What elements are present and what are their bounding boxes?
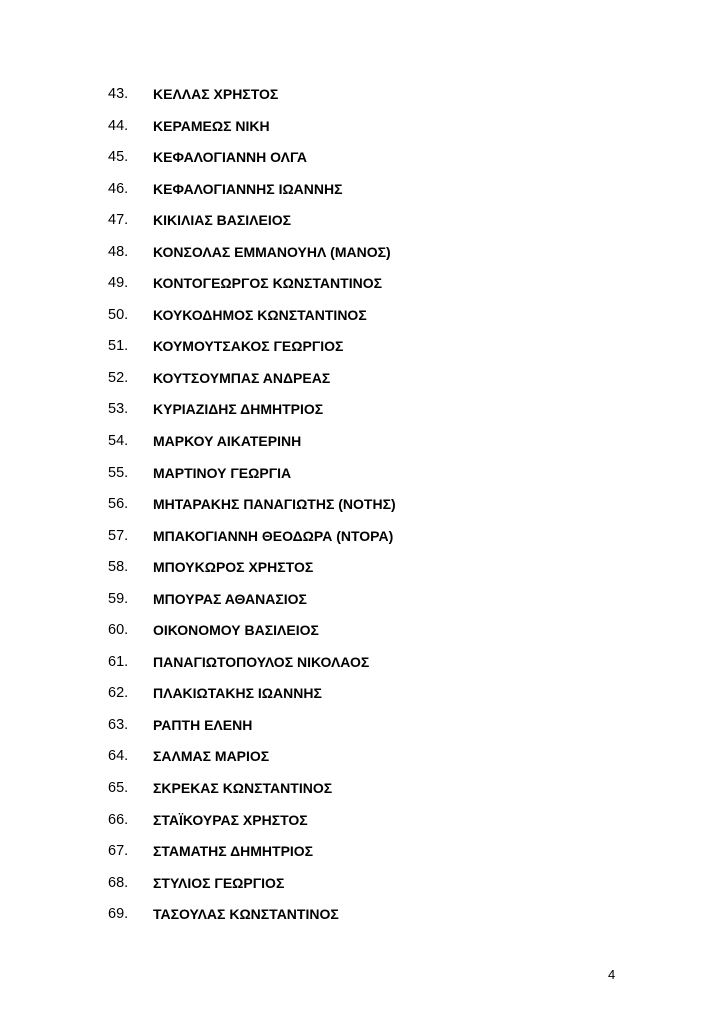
list-item-number: 51.: [108, 338, 129, 355]
list-item-number: 59.: [108, 590, 129, 607]
list-item-name: ΡΑΠΤΗ ΕΛΕΝΗ: [153, 716, 253, 733]
list-item-number: 48.: [108, 243, 129, 260]
list-item-name: ΚΟΝΣΟΛΑΣ ΕΜΜΑΝΟΥΗΛ (ΜΑΝΟΣ): [153, 243, 391, 260]
list-item-number: 68.: [108, 874, 129, 891]
list-item: [0, 84, 722, 116]
list-item: [0, 210, 722, 242]
list-item-name: ΜΑΡΚΟΥ ΑΙΚΑΤΕΡΙΝΗ: [153, 433, 302, 450]
list-item: [0, 368, 722, 400]
list-item-name: ΜΠΟΥΚΩΡΟΣ ΧΡΗΣΤΟΣ: [153, 559, 314, 576]
list-item-number: 53.: [108, 401, 129, 418]
list-item-number: 65.: [108, 780, 129, 797]
list-item-number: 46.: [108, 180, 129, 197]
list-item-name: ΚΟΥΜΟΥΤΣΑΚΟΣ ΓΕΩΡΓΙΟΣ: [153, 338, 344, 355]
list-item-name: ΚΟΥΚΟΔΗΜΟΣ ΚΩΝΣΤΑΝΤΙΝΟΣ: [153, 306, 367, 323]
list-item-number: 52.: [108, 369, 129, 386]
list-item-number: 45.: [108, 149, 129, 166]
list-item-name: ΚΟΝΤΟΓΕΩΡΓΟΣ ΚΩΝΣΤΑΝΤΙΝΟΣ: [153, 275, 382, 292]
list-item-name: ΠΛΑΚΙΩΤΑΚΗΣ ΙΩΑΝΝΗΣ: [153, 685, 322, 702]
list-item: [0, 589, 722, 621]
list-item: [0, 305, 722, 337]
list-item-name: ΠΑΝΑΓΙΩΤΟΠΟΥΛΟΣ ΝΙΚΟΛΑΟΣ: [153, 653, 370, 670]
list-item: [0, 336, 722, 368]
list-item-name: ΤΑΣΟΥΛΑΣ ΚΩΝΣΤΑΝΤΙΝΟΣ: [153, 906, 339, 923]
list-item: [0, 431, 722, 463]
list-item-name: ΚΙΚΙΛΙΑΣ ΒΑΣΙΛΕΙΟΣ: [153, 212, 291, 229]
list-item: [0, 147, 722, 179]
list-item-name: ΜΑΡΤΙΝΟΥ ΓΕΩΡΓΙΑ: [153, 464, 292, 481]
list-item: [0, 116, 722, 148]
list-item: [0, 273, 722, 305]
list-item-number: 67.: [108, 843, 129, 860]
list-item-number: 57.: [108, 527, 129, 544]
list-item-number: 50.: [108, 306, 129, 323]
list-item-name: ΣΑΛΜΑΣ ΜΑΡΙΟΣ: [153, 748, 270, 765]
list-item-name: ΣΤΑΜΑΤΗΣ ΔΗΜΗΤΡΙΟΣ: [153, 843, 314, 860]
list-item-number: 62.: [108, 685, 129, 702]
list-item-name: ΜΠΟΥΡΑΣ ΑΘΑΝΑΣΙΟΣ: [153, 590, 307, 607]
list-item-number: 58.: [108, 559, 129, 576]
list-item: [0, 746, 722, 778]
list-item-name: ΚΟΥΤΣΟΥΜΠΑΣ ΑΝΔΡΕΑΣ: [153, 369, 331, 386]
list-item-name: ΣΚΡΕΚΑΣ ΚΩΝΣΤΑΝΤΙΝΟΣ: [153, 780, 333, 797]
list-item: [0, 179, 722, 211]
list-item: [0, 242, 722, 274]
list-item: [0, 494, 722, 526]
list-item-number: 60.: [108, 622, 129, 639]
list-item: [0, 399, 722, 431]
list-item-number: 63.: [108, 716, 129, 733]
list-item-name: ΟΙΚΟΝΟΜΟΥ ΒΑΣΙΛΕΙΟΣ: [153, 622, 319, 639]
list-item: [0, 620, 722, 652]
list-item-number: 61.: [108, 653, 129, 670]
list-item: [0, 715, 722, 747]
list-item: [0, 683, 722, 715]
list-item: [0, 810, 722, 842]
list-item-name: ΚΥΡΙΑΖΙΔΗΣ ΔΗΜΗΤΡΙΟΣ: [153, 401, 324, 418]
list-item-name: ΚΕΦΑΛΟΓΙΑΝΝΗ ΟΛΓΑ: [153, 149, 308, 166]
list-item: [0, 463, 722, 495]
list-item-number: 47.: [108, 212, 129, 229]
list-item-number: 66.: [108, 811, 129, 828]
list-item: [0, 904, 722, 936]
list-item-number: 69.: [108, 906, 129, 923]
list-item: [0, 778, 722, 810]
list-item-name: ΜΗΤΑΡΑΚΗΣ ΠΑΝΑΓΙΩΤΗΣ (ΝΟΤΗΣ): [153, 496, 396, 513]
list-item-number: 56.: [108, 496, 129, 513]
list-item-number: 64.: [108, 748, 129, 765]
page-number: 4: [608, 967, 616, 982]
list-item: [0, 526, 722, 558]
list-item: [0, 841, 722, 873]
list-item: [0, 652, 722, 684]
list-item-number: 49.: [108, 275, 129, 292]
list-item-number: 43.: [108, 86, 129, 102]
list-item-name: ΜΠΑΚΟΓΙΑΝΝΗ ΘΕΟΔΩΡΑ (ΝΤΟΡΑ): [153, 527, 394, 544]
list-item-name: ΣΤΥΛΙΟΣ ΓΕΩΡΓΙΟΣ: [153, 874, 285, 891]
list-item: [0, 873, 722, 905]
list-item-number: 55.: [108, 464, 129, 481]
list-item: [0, 557, 722, 589]
list-item-number: 54.: [108, 433, 129, 450]
list-item-name: ΚΕΦΑΛΟΓΙΑΝΝΗΣ ΙΩΑΝΝΗΣ: [153, 180, 343, 197]
name-list: [0, 84, 722, 936]
list-item-number: 44.: [108, 117, 129, 134]
list-item-name: ΚΕΛΛΑΣ ΧΡΗΣΤΟΣ: [153, 86, 279, 102]
list-item-name: ΣΤΑΪΚΟΥΡΑΣ ΧΡΗΣΤΟΣ: [153, 811, 308, 828]
list-item-name: ΚΕΡΑΜΕΩΣ ΝΙΚΗ: [153, 117, 270, 134]
